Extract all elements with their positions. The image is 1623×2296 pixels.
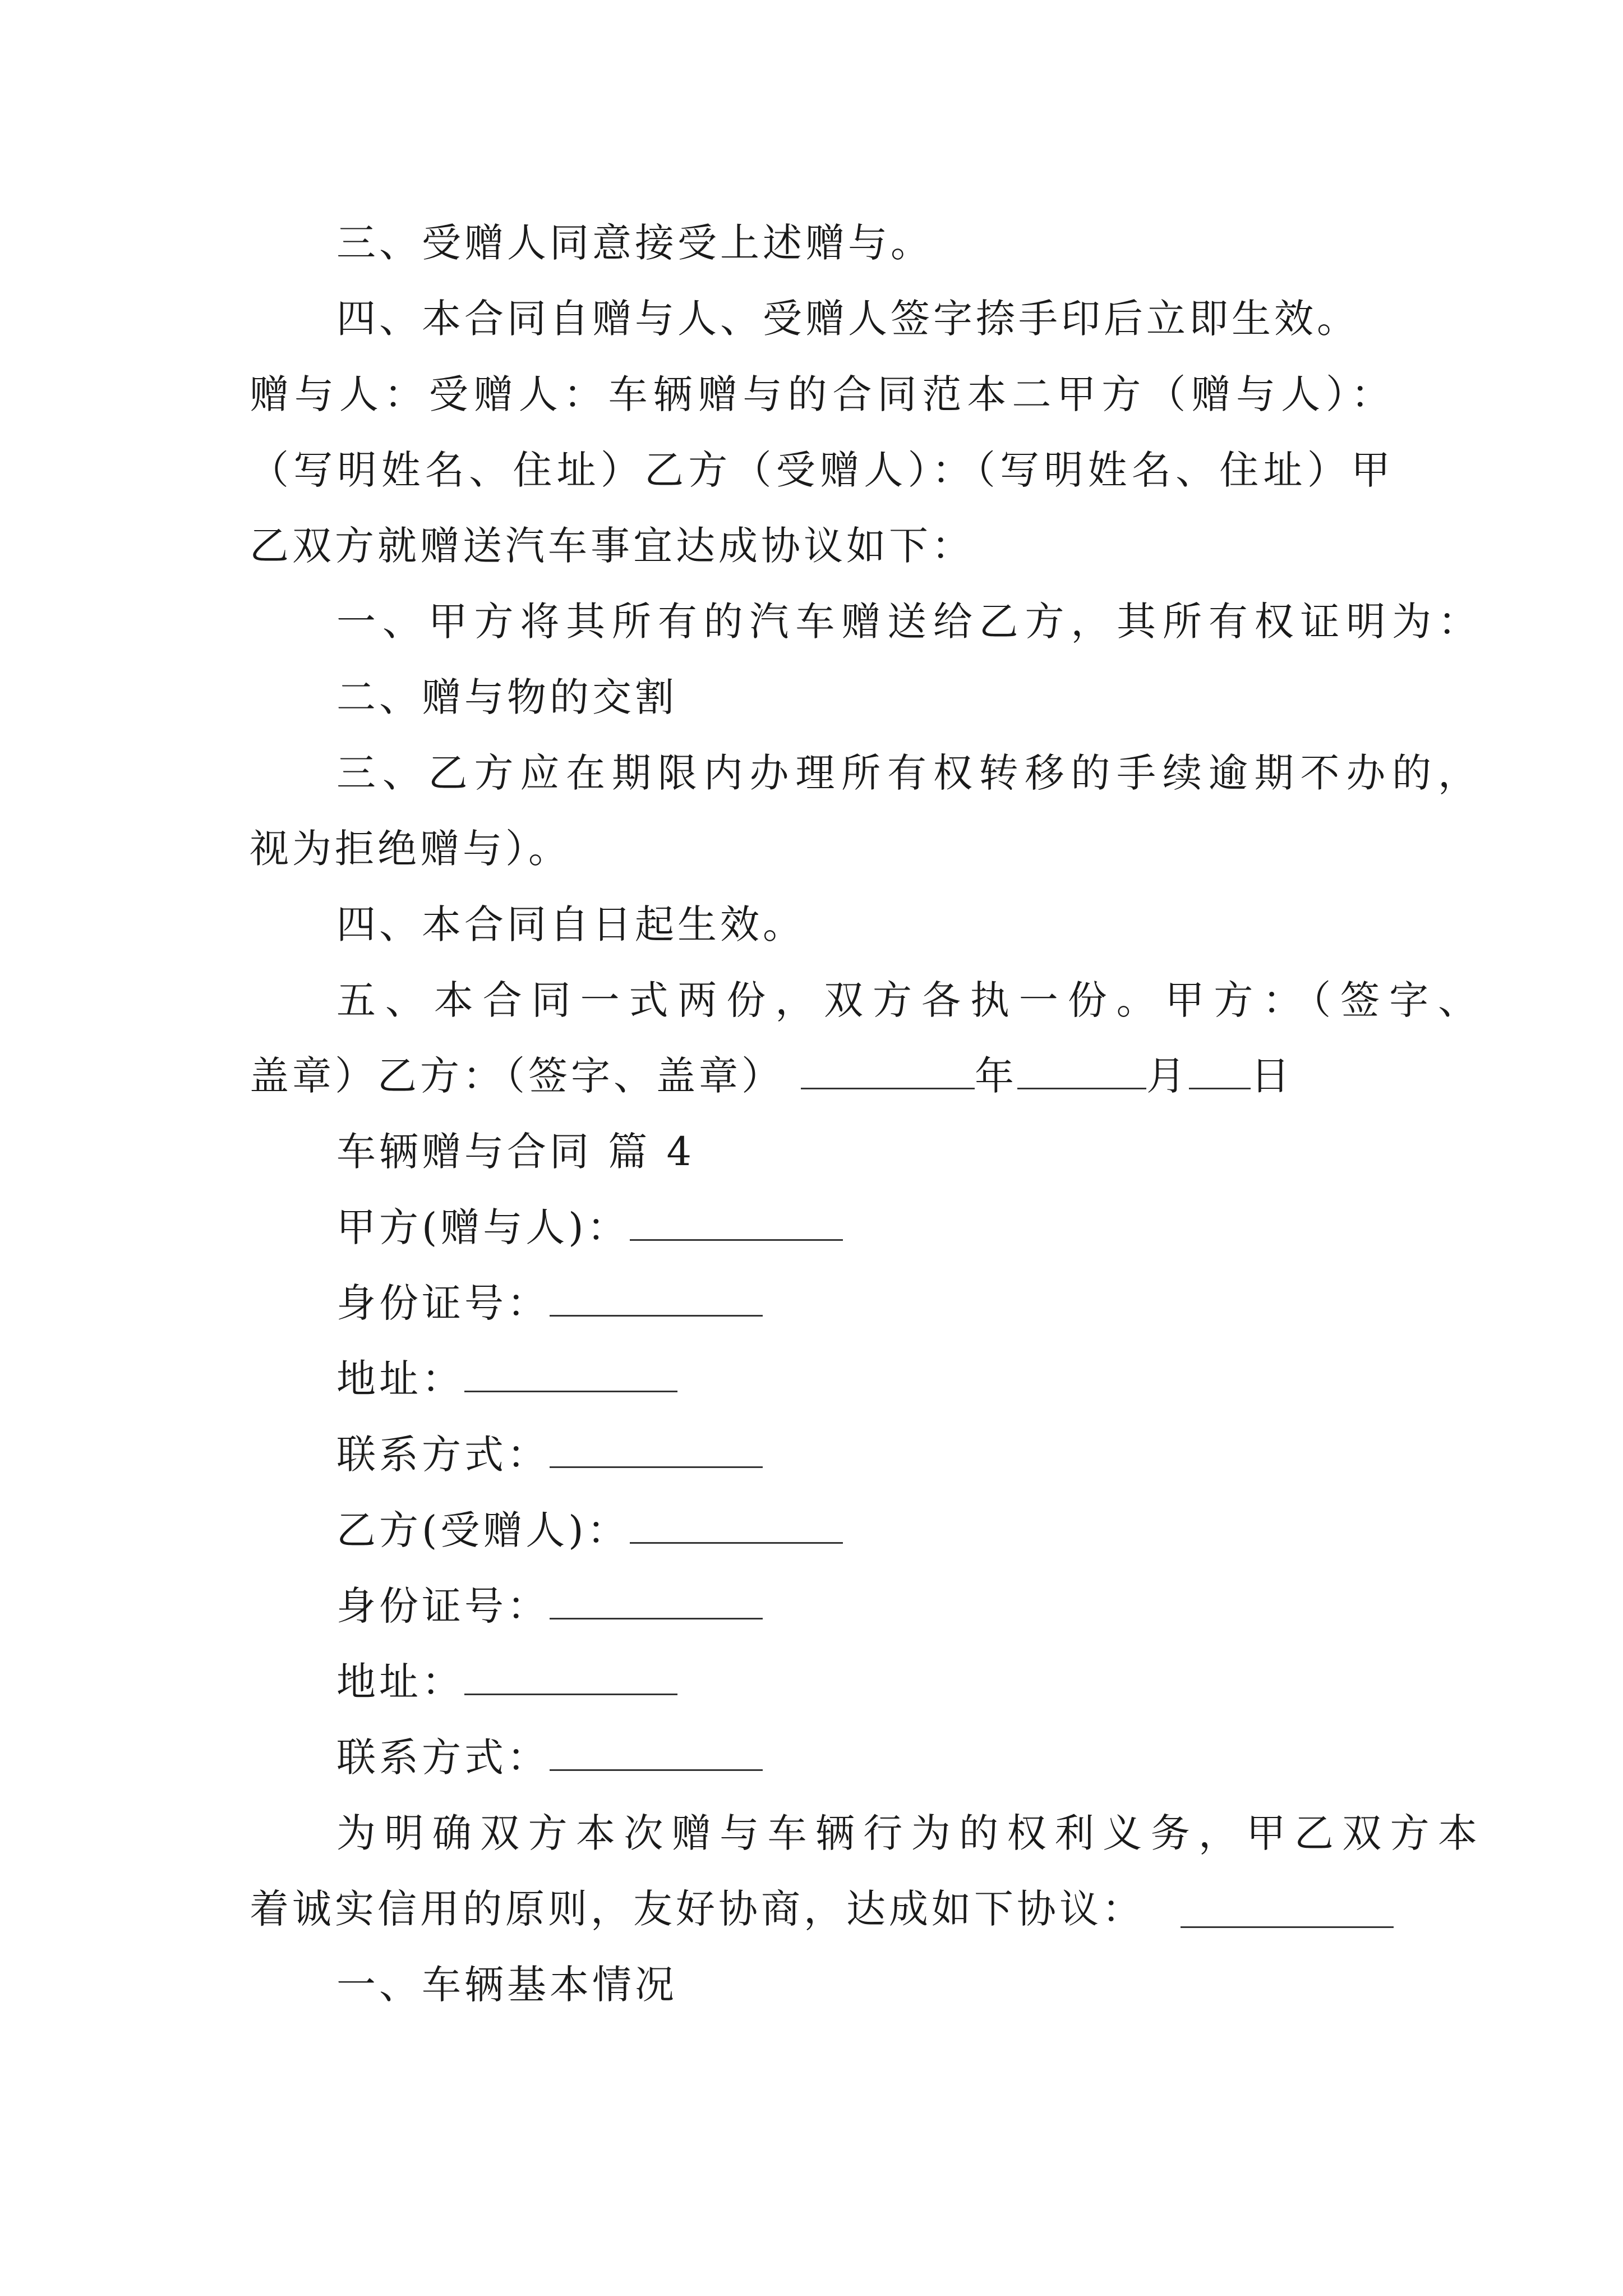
paragraph-line: 一、甲方将其所有的汽车赠送给乙方，其所有权证明为：	[336, 599, 1481, 645]
paragraph-line: （写明姓名、住址）乙方（受赠人）：（写明姓名、住址）甲	[250, 447, 1394, 493]
paragraph-line: 赠与人：受赠人：车辆赠与的合同范本二甲方（赠与人）：	[250, 371, 1394, 417]
paragraph-line: 四、本合同自日起生效。	[336, 901, 805, 947]
party-a-id-field	[250, 1269, 1481, 1337]
field-label: 地址：	[336, 1356, 464, 1402]
paragraph-line: 五、本合同一式两份，双方各执一份。甲方：（签字、	[336, 977, 1481, 1023]
paragraph-line: 四、本合同自赠与人、受赠人签字捺手印后立即生效。	[336, 296, 1359, 342]
fill-blank[interactable]	[550, 1733, 763, 1771]
date-day-label: 日	[1251, 1053, 1293, 1099]
fill-blank[interactable]	[630, 1203, 843, 1241]
party-b-id-field	[250, 1572, 1481, 1640]
signature-text: 盖章）乙方：（签字、盖章）	[250, 1053, 784, 1099]
party-b-address-field	[250, 1648, 1481, 1715]
paragraph-line: 三、受赠人同意接受上述赠与。	[336, 220, 933, 266]
field-label: 甲方(赠与人)：	[336, 1204, 630, 1250]
date-year-label: 年	[975, 1053, 1017, 1099]
section-heading: 一、车辆基本情况	[336, 1962, 677, 2008]
date-month-label: 月	[1146, 1053, 1189, 1099]
party-b-field	[250, 1497, 1481, 1564]
fill-blank[interactable]	[550, 1582, 763, 1619]
paragraph-line: 视为拒绝赠与）。	[250, 826, 571, 872]
date-blank-month[interactable]	[1017, 1052, 1146, 1089]
fill-blank[interactable]	[630, 1506, 843, 1544]
field-label: 身份证号：	[336, 1583, 550, 1629]
party-a-field	[250, 1194, 1481, 1261]
field-label: 乙方(受赠人)：	[336, 1507, 630, 1553]
paragraph-line: 为明确双方本次赠与车辆行为的权利义务，甲乙双方本	[336, 1810, 1481, 1856]
field-label: 联系方式：	[336, 1734, 550, 1780]
party-a-address-field	[250, 1345, 1481, 1412]
signature-date-line	[250, 1042, 1394, 1110]
agreement-line	[250, 1875, 1394, 1943]
fill-blank[interactable]	[1181, 1890, 1394, 1928]
field-label: 地址：	[336, 1659, 464, 1705]
field-label: 联系方式：	[336, 1432, 550, 1478]
fill-blank[interactable]	[464, 1355, 677, 1392]
fill-blank[interactable]	[550, 1279, 763, 1317]
date-blank-year[interactable]	[801, 1052, 975, 1089]
paragraph-line: 乙双方就赠送汽车事宜达成协议如下：	[250, 523, 974, 569]
paragraph-line: 二、赠与物的交割	[336, 674, 677, 720]
agreement-text: 着诚实信用的原则，友好协商，达成如下协议：	[250, 1886, 1145, 1932]
date-blank-day[interactable]	[1189, 1052, 1251, 1089]
fill-blank[interactable]	[550, 1430, 763, 1468]
section-heading: 车辆赠与合同 篇 4	[336, 1129, 695, 1175]
field-label: 身份证号：	[336, 1280, 550, 1326]
paragraph-line: 三、乙方应在期限内办理所有权转移的手续逾期不办的，	[336, 750, 1481, 796]
fill-blank[interactable]	[464, 1658, 677, 1695]
party-a-contact-field	[250, 1421, 1481, 1488]
party-b-contact-field	[250, 1724, 1481, 1791]
